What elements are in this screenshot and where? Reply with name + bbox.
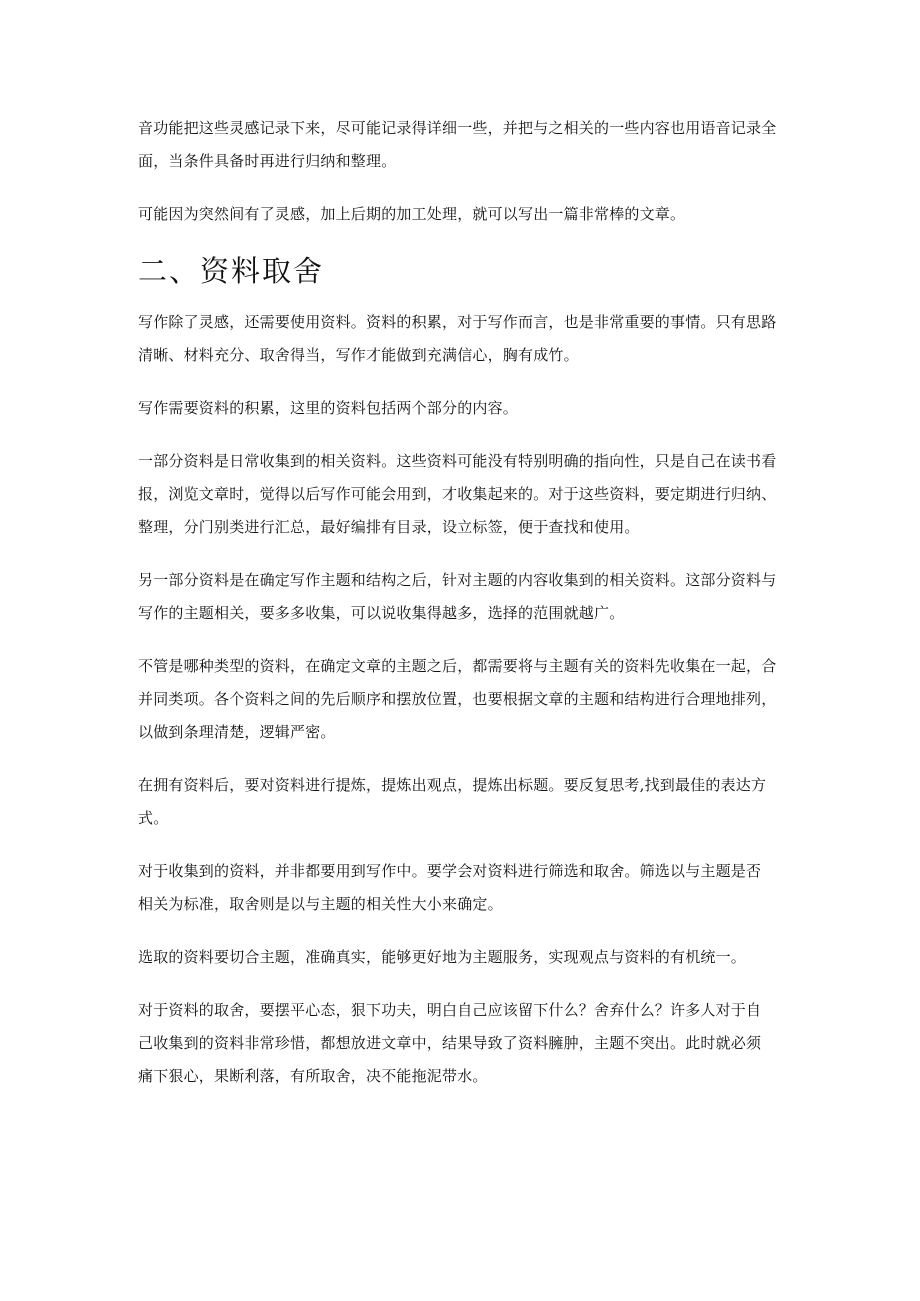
section-paragraph-2 [138, 392, 788, 425]
text-line: 式。 [138, 809, 169, 827]
intro-paragraph-2 [138, 198, 788, 231]
section-paragraph-1 [138, 306, 788, 372]
text-line: 音功能把这些灵感记录下来，尽可能记录得详细一些，并把与之相关的一些内容也用语音记录全 [138, 119, 777, 137]
text-line: 对于资料的取舍，要摆平心态，狠下功夫，明白自己应该留下什么？舍弃什么？许多人对于自 [138, 1001, 762, 1019]
text-line: 己收集到的资料非常珍惜，都想放进文章中，结果导致了资料臃肿，主题不突出。此时就必须 [138, 1034, 762, 1052]
text-line: 痛下狠心，果断利落，有所取舍，决不能拖泥带水。 [138, 1067, 488, 1085]
text-line: 对于收集到的资料，并非都要用到写作中。要学会对资料进行筛选和取舍。筛选以与主题是否 [138, 862, 762, 880]
text-line: 一部分资料是日常收集到的相关资料。这些资料可能没有特别明确的指向性，只是自己在读书看 [138, 452, 777, 470]
text-line: 在拥有资料后，要对资料进行提炼，提炼出观点，提炼出标题。要反复思考,找到最佳的表达方 [138, 776, 767, 794]
intro-paragraph-1 [138, 112, 788, 178]
text-line: 写作的主题相关，要多多收集，可以说收集得越多，选择的范围就越广。 [138, 604, 625, 622]
text-line: 清晰、材料充分、取舍得当，写作才能做到充满信心，胸有成竹。 [138, 346, 579, 364]
section-paragraph-4 [138, 564, 788, 630]
section-paragraph-8 [138, 941, 788, 974]
section-paragraph-6 [138, 769, 788, 835]
text-line: 相关为标准，取舍则是以与主题的相关性大小来确定。 [138, 895, 503, 913]
section-paragraph-3 [138, 445, 788, 544]
text-line: 整理，分门别类进行汇总，最好编排有目录，设立标签，便于查找和使用。 [138, 518, 640, 536]
text-line: 写作除了灵感，还需要使用资料。资料的积累，对于写作而言，也是非常重要的事情。只有思路 [138, 313, 777, 331]
text-line: 选取的资料要切合主题，准确真实，能够更好地为主题服务，实现观点与资料的有机统一。 [138, 948, 747, 966]
section-paragraph-5 [138, 650, 788, 749]
document-body [138, 112, 788, 1113]
section-paragraph-9 [138, 994, 788, 1093]
text-line: 可能因为突然间有了灵感，加上后期的加工处理，就可以写出一篇非常棒的文章。 [138, 205, 686, 223]
text-line: 另一部分资料是在确定写作主题和结构之后，针对主题的内容收集到的相关资料。这部分资料与 [138, 571, 777, 589]
text-line: 以做到条理清楚，逻辑严密。 [138, 723, 336, 741]
text-line: 写作需要资料的积累，这里的资料包括两个部分的内容。 [138, 399, 519, 417]
section-paragraph-7 [138, 855, 788, 921]
text-line: 报，浏览文章时，觉得以后写作可能会用到，才收集起来的。对于这些资料，要定期进行归纳、 [138, 485, 777, 503]
text-line: 面，当条件具备时再进行归纳和整理。 [138, 152, 397, 170]
text-line: 不管是哪种类型的资料，在确定文章的主题之后，都需要将与主题有关的资料先收集在一起，合 [138, 657, 777, 675]
section-heading: 二、资料取舍 [138, 254, 325, 288]
text-line: 并同类项。各个资料之间的先后顺序和摆放位置，也要根据文章的主题和结构进行合理地排列， [138, 690, 777, 708]
